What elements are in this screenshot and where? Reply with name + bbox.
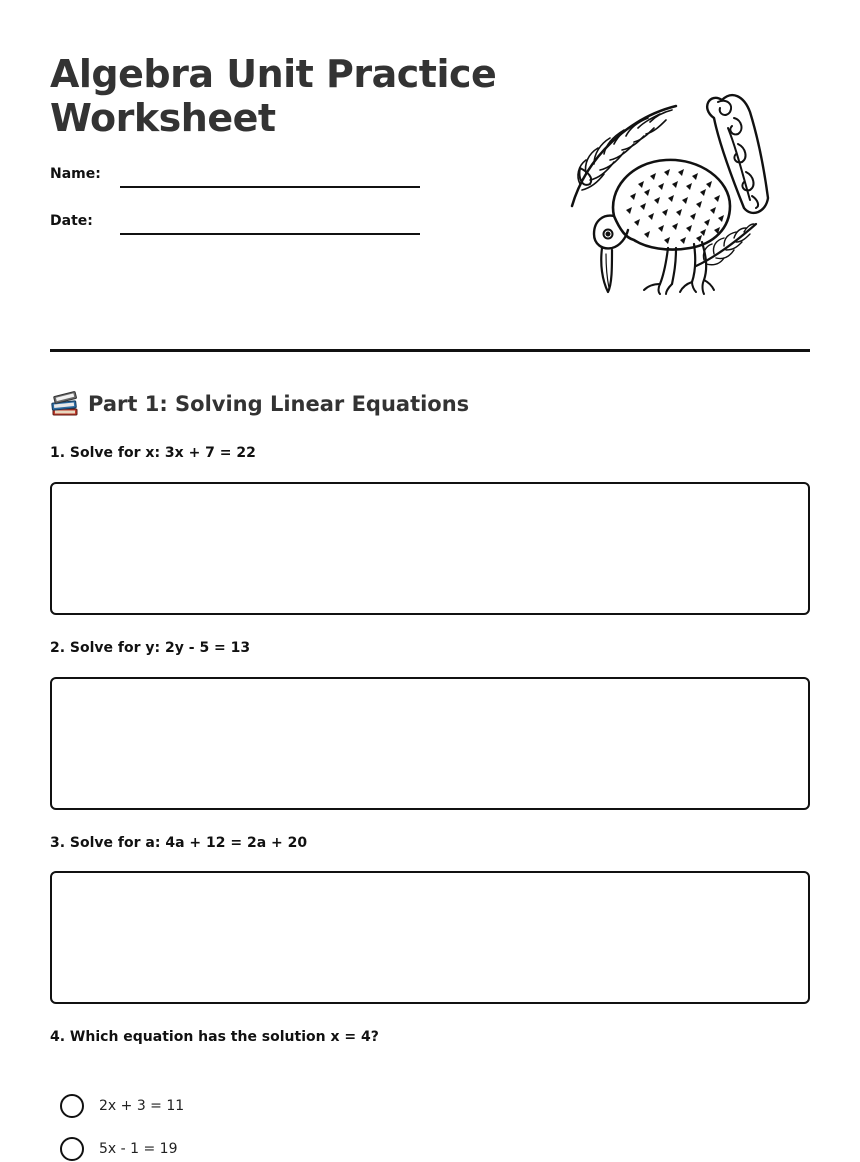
radio-button[interactable] [60, 1094, 84, 1118]
name-field-row [50, 166, 420, 196]
option-label: 2x + 3 = 11 [99, 1098, 185, 1114]
question-4-option-1[interactable] [60, 1093, 184, 1119]
question-1-text: 1. Solve for x: 3x + 7 = 22 [50, 445, 256, 461]
name-input[interactable] [120, 166, 420, 188]
section-title: Part 1: Solving Linear Equations [88, 392, 470, 416]
section-header [50, 388, 469, 420]
question-2-answer-box[interactable] [50, 677, 810, 810]
header-divider [50, 349, 810, 352]
radio-button[interactable] [60, 1137, 84, 1161]
question-4-text: 4. Which equation has the solution x = 4? [50, 1029, 379, 1045]
title-line-2: Worksheet [50, 96, 276, 140]
page-title [50, 52, 510, 140]
question-3-answer-box[interactable] [50, 871, 810, 1004]
option-label: 5x - 1 = 19 [99, 1141, 178, 1157]
books-icon [50, 389, 80, 419]
worksheet-page [50, 0, 810, 1161]
question-1-answer-box[interactable] [50, 482, 810, 615]
date-label: Date: [50, 213, 93, 229]
name-label: Name: [50, 166, 101, 182]
kiwi-bird-fern-illustration [568, 88, 790, 296]
question-3-text: 3. Solve for a: 4a + 12 = 2a + 20 [50, 835, 308, 851]
date-field-row [50, 213, 420, 243]
question-4-option-2[interactable] [60, 1136, 178, 1162]
question-2-text: 2. Solve for y: 2y - 5 = 13 [50, 640, 251, 656]
date-input[interactable] [120, 213, 420, 235]
title-line-1: Algebra Unit Practice [50, 52, 497, 96]
